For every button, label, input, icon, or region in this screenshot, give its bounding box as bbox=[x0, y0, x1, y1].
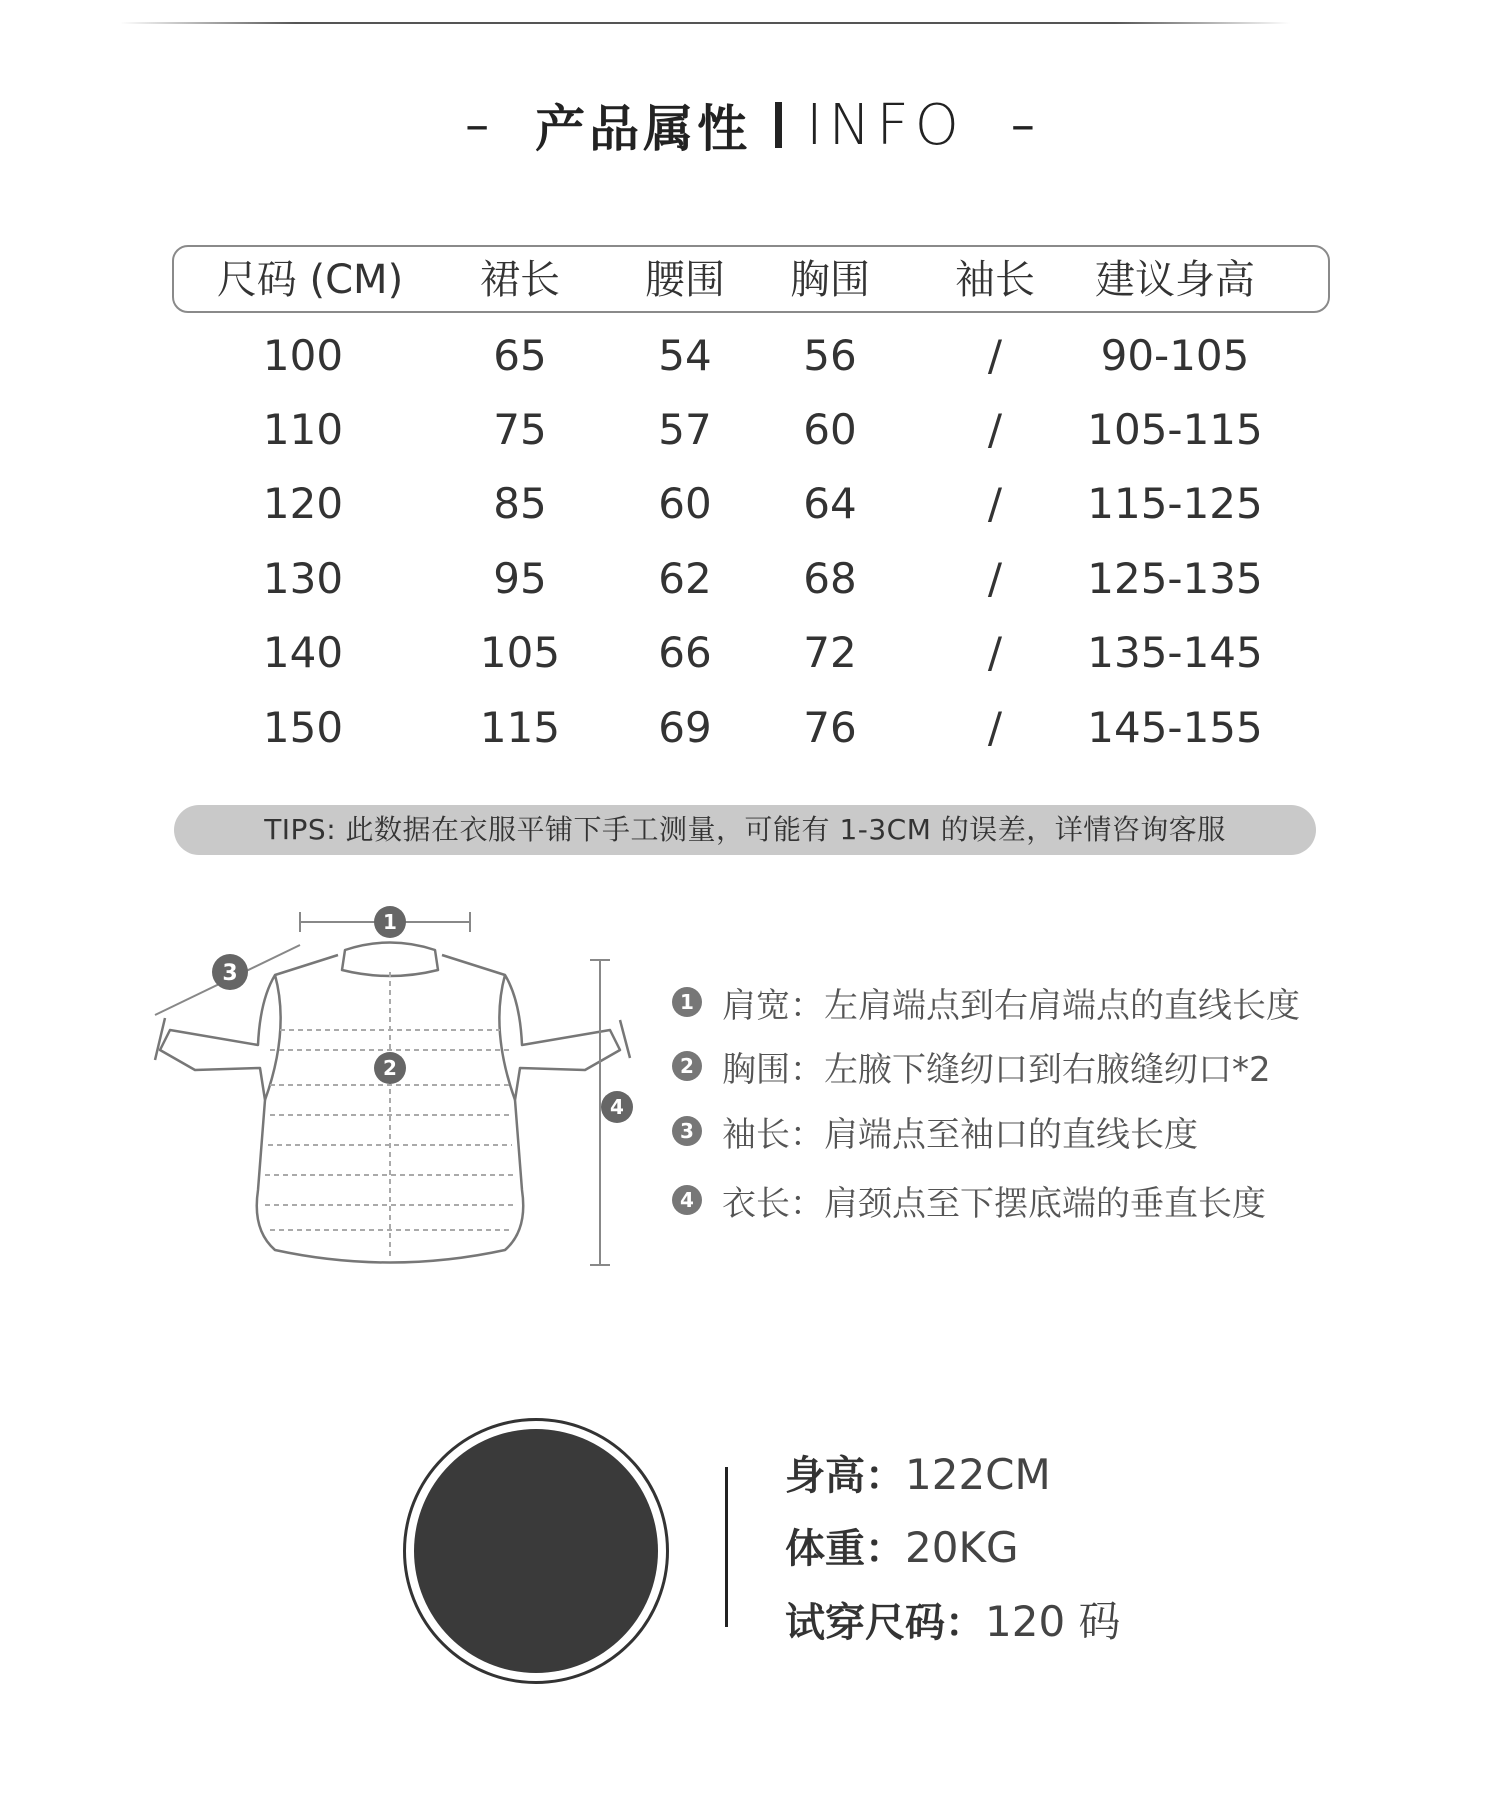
legend-item-chest bbox=[672, 1044, 1271, 1088]
svg-text:2: 2 bbox=[383, 1056, 397, 1080]
cell-waist: 54 bbox=[658, 331, 712, 380]
legend-number: 2 bbox=[672, 1051, 702, 1081]
diagram-marker-2 bbox=[374, 1052, 406, 1084]
cell-size: 130 bbox=[262, 554, 344, 603]
cell-sleeve: / bbox=[987, 628, 1003, 677]
cell-length: 115 bbox=[479, 703, 561, 752]
cell-height: 135-145 bbox=[1087, 628, 1263, 677]
legend-number: 4 bbox=[672, 1185, 702, 1215]
header-waist: 腰围 bbox=[645, 257, 725, 303]
cell-sleeve: / bbox=[987, 703, 1003, 752]
cell-waist: 60 bbox=[658, 479, 712, 528]
top-divider bbox=[120, 22, 1290, 24]
model-weight-label: 体重： bbox=[785, 1526, 905, 1572]
cell-height: 125-135 bbox=[1087, 554, 1263, 603]
model-photo-placeholder bbox=[414, 1429, 658, 1673]
header-sleeve: 袖长 bbox=[955, 257, 1035, 303]
model-height-row bbox=[785, 1445, 1385, 1505]
tips-banner: TIPS: 此数据在衣服平铺下手工测量，可能有 1-3CM 的误差，详情咨询客服 bbox=[174, 805, 1316, 855]
cell-waist: 66 bbox=[658, 628, 712, 677]
cell-length: 75 bbox=[493, 405, 547, 454]
cell-sleeve: / bbox=[987, 331, 1003, 380]
svg-text:4: 4 bbox=[610, 1095, 624, 1119]
legend-item-shoulder bbox=[672, 980, 1300, 1024]
cell-chest: 56 bbox=[803, 331, 857, 380]
model-size-label: 试穿尺码： bbox=[785, 1600, 985, 1646]
diagram-marker-1 bbox=[374, 906, 406, 938]
header-length: 裙长 bbox=[480, 257, 560, 303]
cell-size: 140 bbox=[262, 628, 344, 677]
diagram-marker-4 bbox=[601, 1091, 633, 1123]
legend-text: 袖长：肩端点至袖口的直线长度 bbox=[722, 1114, 1198, 1155]
header-height: 建议身高 bbox=[1095, 257, 1255, 303]
heading-title-zh: 产品属性 bbox=[535, 100, 752, 158]
cell-waist: 69 bbox=[658, 703, 712, 752]
model-size-value: 120 码 bbox=[985, 1597, 1121, 1646]
cell-size: 120 bbox=[262, 479, 344, 528]
legend-text: 胸围：左腋下缝纫口到右腋缝纫口*2 bbox=[722, 1049, 1271, 1090]
cell-size: 150 bbox=[262, 703, 344, 752]
cell-chest: 60 bbox=[803, 405, 857, 454]
section-heading bbox=[0, 90, 1500, 160]
cell-length: 105 bbox=[479, 628, 561, 677]
cell-chest: 76 bbox=[803, 703, 857, 752]
cell-size: 100 bbox=[262, 331, 344, 380]
model-weight-value: 20KG bbox=[905, 1523, 1019, 1572]
garment-measurement-diagram bbox=[140, 900, 660, 1280]
model-photo bbox=[403, 1418, 669, 1684]
header-chest: 胸围 bbox=[790, 257, 870, 303]
cell-length: 65 bbox=[493, 331, 547, 380]
model-height-label: 身高： bbox=[785, 1453, 905, 1499]
heading-dash-right: – bbox=[1010, 97, 1035, 153]
cell-sleeve: / bbox=[987, 479, 1003, 528]
cell-waist: 57 bbox=[658, 405, 712, 454]
cell-height: 105-115 bbox=[1087, 405, 1263, 454]
legend-text: 衣长：肩颈点至下摆底端的垂直长度 bbox=[722, 1183, 1266, 1224]
cell-chest: 68 bbox=[803, 554, 857, 603]
legend-item-sleeve bbox=[672, 1109, 1198, 1153]
model-height-value: 122CM bbox=[905, 1450, 1051, 1499]
cell-length: 95 bbox=[493, 554, 547, 603]
model-weight-row bbox=[785, 1518, 1385, 1578]
legend-number: 3 bbox=[672, 1116, 702, 1146]
heading-dash-left: – bbox=[465, 97, 490, 153]
heading-separator-bar bbox=[775, 102, 782, 148]
diagram-marker-3 bbox=[212, 954, 248, 990]
cell-sleeve: / bbox=[987, 554, 1003, 603]
cell-chest: 64 bbox=[803, 479, 857, 528]
svg-text:1: 1 bbox=[383, 910, 397, 934]
model-info-divider bbox=[725, 1467, 728, 1627]
cell-height: 115-125 bbox=[1087, 479, 1263, 528]
legend-text: 肩宽：左肩端点到右肩端点的直线长度 bbox=[722, 985, 1300, 1026]
cell-length: 85 bbox=[493, 479, 547, 528]
cell-chest: 72 bbox=[803, 628, 857, 677]
cell-sleeve: / bbox=[987, 405, 1003, 454]
cell-size: 110 bbox=[262, 405, 344, 454]
cell-height: 90-105 bbox=[1100, 331, 1250, 380]
cell-waist: 62 bbox=[658, 554, 712, 603]
svg-text:3: 3 bbox=[222, 961, 238, 986]
model-size-row bbox=[785, 1592, 1385, 1652]
heading-title-en: INFO bbox=[806, 92, 965, 158]
cell-height: 145-155 bbox=[1087, 703, 1263, 752]
legend-number: 1 bbox=[672, 987, 702, 1017]
legend-item-length bbox=[672, 1178, 1266, 1222]
header-size: 尺码 (CM) bbox=[216, 257, 404, 303]
